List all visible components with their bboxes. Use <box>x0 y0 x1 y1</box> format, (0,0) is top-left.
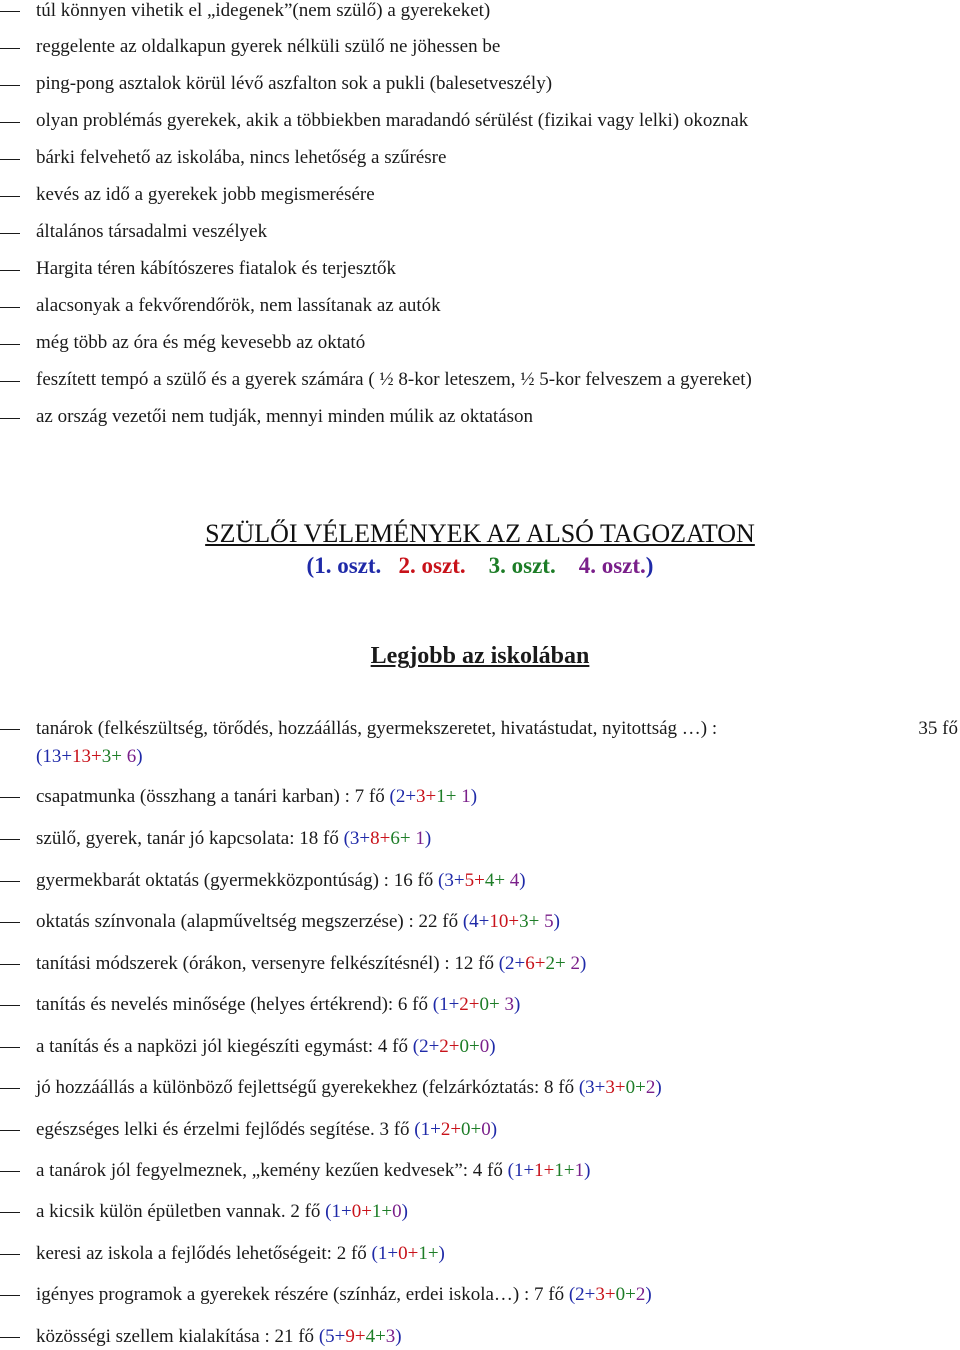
dash-bullet <box>0 964 20 965</box>
count-paren-open: ( <box>578 1077 586 1098</box>
dash-bullet <box>0 797 20 798</box>
count-paren-close: ) <box>584 1160 591 1181</box>
item-label: oktatás színvonala (alapműveltség megszerzése) : 22 fő <box>36 911 463 932</box>
count-class-1: 3 <box>444 870 454 891</box>
list-item-text <box>36 1243 445 1265</box>
legend-class-1: 1. oszt. <box>314 553 382 578</box>
dash-bullet <box>0 1088 20 1089</box>
count-class-4: 1 <box>461 786 471 807</box>
count-class-1: 1 <box>331 1201 341 1222</box>
dash-bullet <box>0 85 20 86</box>
count-plus: + <box>334 1326 346 1347</box>
count-class-1: 1 <box>439 994 449 1015</box>
count-class-2: 2 <box>459 994 469 1015</box>
count-class-1: 3 <box>349 828 360 849</box>
dash-bullet <box>0 122 20 123</box>
dash-bullet <box>0 196 20 197</box>
list-item-text <box>36 1284 652 1306</box>
count-plus: + <box>387 1243 399 1264</box>
list-item-text <box>36 911 560 933</box>
list-item-text: olyan problémás gyerekek, akik a többiekben maradandó sérülést (fizikai vagy lelki) okoznak <box>36 110 749 131</box>
count-paren-open: ( <box>414 1119 421 1140</box>
legend-class-4: 4. oszt. <box>578 553 646 578</box>
item-label: a tanárok jól fegyelmeznek, „kemény kezűen kedvesek”: 4 fő <box>36 1160 508 1181</box>
list-item-text: még több az óra és még kevesebb az oktató <box>36 332 366 353</box>
count-plus: + <box>468 994 480 1015</box>
list-item-text <box>36 1036 496 1058</box>
list-item-text <box>36 1201 408 1223</box>
dash-bullet <box>0 1171 20 1172</box>
list-item-text <box>36 786 477 808</box>
list-item-text: ping-pong asztalok körül lévő aszfalton sok a pukli (balesetveszély) <box>36 73 553 94</box>
list-item-text: túl könnyen vihetik el „idegenek”(nem szülő) a gyerekeket) <box>36 0 491 21</box>
count-class-1: 2 <box>575 1284 585 1305</box>
count-class-2: 13 <box>72 746 92 767</box>
list-item-text <box>36 870 526 892</box>
item-label: a tanítás és a napközi jól kiegészíti egymást: 4 fő <box>36 1036 413 1057</box>
count-class-1: 4 <box>469 911 479 932</box>
count-class-2: 6 <box>525 953 535 974</box>
count-class-2: 8 <box>370 828 380 849</box>
count-class-2: 2 <box>440 1119 451 1140</box>
list-item-text: alacsonyak a fekvőrendőrök, nem lassítanak az autók <box>36 295 441 316</box>
list-item-text: bárki felvehető az iskolába, nincs lehetőség a szűrésre <box>36 147 447 168</box>
count-class-3: 1 <box>554 1160 564 1181</box>
list-item-text: általános társadalmi veszélyek <box>36 221 268 242</box>
count-plus: + <box>448 1036 460 1057</box>
dash-bullet <box>0 11 20 12</box>
item-label: csapatmunka (összhang a tanári karban) : 7 fő <box>36 786 390 807</box>
count-plus: + <box>428 1036 440 1057</box>
list-item-text: az ország vezetői nem tudják, mennyi minden múlik az oktatáson <box>36 406 534 427</box>
dash-bullet <box>0 1337 20 1338</box>
count-plus: + <box>508 911 520 932</box>
count-class-1: 5 <box>325 1326 335 1347</box>
list-item-text <box>36 1326 402 1348</box>
count-class-4: 6 <box>126 746 137 767</box>
count-plus: + <box>494 870 510 891</box>
dash-bullet <box>0 1254 20 1255</box>
count-plus: + <box>450 1119 462 1140</box>
dash-bullet <box>0 307 20 308</box>
list-item-text <box>36 994 520 1016</box>
count-plus: + <box>340 1201 352 1222</box>
count-plus: + <box>528 911 545 932</box>
count-plus: + <box>584 1284 596 1305</box>
count-class-4: 3 <box>504 994 514 1015</box>
count-plus: + <box>514 953 526 974</box>
count-class-3: 3 <box>519 911 529 932</box>
count-class-4: 0 <box>481 1119 491 1140</box>
list-item-text-continued <box>36 746 143 768</box>
count-plus: + <box>354 1326 366 1347</box>
count-class-3: 0 <box>479 994 490 1015</box>
dash-bullet <box>0 729 20 730</box>
count-paren-close: ) <box>489 1036 496 1057</box>
count-plus: + <box>469 1036 480 1057</box>
legend-class-3: 3. oszt. <box>488 553 556 578</box>
subsection-title: Legjobb az iskolában <box>370 643 590 669</box>
count-class-3: 0 <box>461 1119 471 1140</box>
count-class-2: 9 <box>345 1326 355 1347</box>
count-class-1: 2 <box>419 1036 429 1057</box>
count-paren-open: ( <box>412 1036 420 1057</box>
item-label: tanárok (felkészültség, törődés, hozzáállás, gyermekszeretet, hivatástudat, nyitottság …) : <box>36 718 718 739</box>
count-class-4: 3 <box>385 1326 396 1347</box>
count-class-2: 0 <box>398 1243 408 1264</box>
count-class-2: 5 <box>464 870 475 891</box>
count-class-4: 2 <box>635 1284 646 1305</box>
count-plus: + <box>448 994 460 1015</box>
count-plus: + <box>111 746 127 767</box>
count-plus: + <box>489 994 505 1015</box>
count-class-2: 1 <box>534 1160 544 1181</box>
dash-bullet <box>0 270 20 271</box>
count-class-3: 1 <box>371 1201 382 1222</box>
count-plus: + <box>61 746 73 767</box>
count-paren-open: ( <box>389 786 396 807</box>
list-item-text: kevés az idő a gyerekek jobb megismerésére <box>36 184 375 205</box>
count-class-2: 3 <box>416 786 426 807</box>
count-plus: + <box>427 1243 439 1264</box>
count-plus: + <box>635 1077 646 1098</box>
count-plus: + <box>430 1119 441 1140</box>
legend-paren-open: ( <box>306 553 315 578</box>
count-plus: + <box>594 1077 606 1098</box>
count-class-4: 5 <box>544 911 554 932</box>
dash-bullet <box>0 159 20 160</box>
count-class-4: 4 <box>509 870 520 891</box>
count-plus: + <box>445 786 462 807</box>
count-class-1: 2 <box>395 786 406 807</box>
item-label: jó hozzáállás a különböző fejlettségű gyerekekhez (felzárkóztatás: 8 fő <box>36 1077 579 1098</box>
item-label: igényes programok a gyerekek részére (színház, erdei iskola…) : 7 fő <box>36 1284 569 1305</box>
count-paren-close: ) <box>424 828 432 849</box>
count-class-1: 1 <box>420 1119 431 1140</box>
count-class-2: 10 <box>489 911 509 932</box>
legend-paren-close: ) <box>645 553 654 578</box>
dash-bullet <box>0 418 20 419</box>
count-class-4: 2 <box>570 953 580 974</box>
count-class-1: 13 <box>42 746 62 767</box>
count-class-3: 3 <box>101 746 112 767</box>
count-class-1: 2 <box>505 953 515 974</box>
list-item-text <box>36 718 717 740</box>
count-paren-close: ) <box>519 870 526 891</box>
count-paren-open: ( <box>507 1160 514 1181</box>
count-paren-close: ) <box>395 1326 402 1347</box>
dash-bullet <box>0 1047 20 1048</box>
count-class-2: 3 <box>595 1284 605 1305</box>
count-paren-open: ( <box>371 1243 378 1264</box>
count-plus: + <box>625 1284 636 1305</box>
count-class-4: 0 <box>392 1201 402 1222</box>
count-paren-close: ) <box>553 911 560 932</box>
list-item-text <box>36 953 586 975</box>
item-label: szülő, gyerek, tanár jó kapcsolata: 18 fő <box>36 828 344 849</box>
count-paren-open: ( <box>325 1201 332 1222</box>
list-item-text <box>36 1119 497 1141</box>
count-paren-open: ( <box>462 911 470 932</box>
count-class-2: 3 <box>605 1077 615 1098</box>
item-total: 35 fő <box>918 718 958 739</box>
dash-bullet <box>0 1005 20 1006</box>
item-label: tanítási módszerek (órákon, versenyre felkészítésnél) : 12 fő <box>36 953 499 974</box>
count-class-2: 2 <box>439 1036 449 1057</box>
count-paren-close: ) <box>470 786 478 807</box>
count-paren-close: ) <box>490 1119 498 1140</box>
count-paren-close: ) <box>438 1243 445 1264</box>
dash-bullet <box>0 1212 20 1213</box>
dash-bullet <box>0 839 20 840</box>
dash-bullet <box>0 344 20 345</box>
list-item-text: reggelente az oldalkapun gyerek nélküli szülő ne jöhessen be <box>36 36 501 57</box>
section-title: SZÜLŐI VÉLEMÉNYEK AZ ALSÓ TAGOZATON <box>205 519 755 548</box>
count-plus: + <box>381 1201 393 1222</box>
list-item-text <box>36 828 431 850</box>
dash-bullet <box>0 1295 20 1296</box>
list-item-text <box>36 1077 662 1099</box>
count-paren-close: ) <box>655 1077 662 1098</box>
count-class-3: 1 <box>418 1243 428 1264</box>
count-plus: + <box>361 1201 372 1222</box>
list-item-text: feszített tempó a szülő és a gyerek számára ( ½ 8-kor leteszem, ½ 5-kor felveszem a gyereket) <box>36 369 752 390</box>
count-plus: + <box>534 953 546 974</box>
count-plus: + <box>407 1243 419 1264</box>
dash-bullet <box>0 381 20 382</box>
count-paren-open: ( <box>438 870 445 891</box>
count-class-3: 0 <box>625 1077 636 1098</box>
list-item-text: Hargita téren kábítószeres fiatalok és terjesztők <box>36 258 396 279</box>
item-label: tanítás és nevelés minősége (helyes értékrend): 6 fő <box>36 994 433 1015</box>
count-plus: + <box>405 786 417 807</box>
count-class-3: 1 <box>436 786 446 807</box>
count-class-3: 0 <box>615 1284 626 1305</box>
item-label: keresi az iskola a fejlődés lehetőségeit: 2 fő <box>36 1243 372 1264</box>
count-plus: + <box>604 1284 616 1305</box>
count-paren-open: ( <box>343 828 350 849</box>
dash-bullet <box>0 881 20 882</box>
count-paren-open: ( <box>318 1326 326 1347</box>
count-plus: + <box>399 828 416 849</box>
count-plus: + <box>453 870 465 891</box>
item-label: a kicsik külön épületben vannak. 2 fő <box>36 1201 326 1222</box>
count-class-2: 0 <box>351 1201 362 1222</box>
count-plus: + <box>379 828 391 849</box>
count-plus: + <box>614 1077 626 1098</box>
count-class-1: 3 <box>585 1077 595 1098</box>
count-plus: + <box>474 870 485 891</box>
count-paren-open: ( <box>498 953 506 974</box>
count-paren-close: ) <box>579 953 587 974</box>
count-paren-close: ) <box>136 746 143 767</box>
count-plus: + <box>91 746 102 767</box>
item-label: közösségi szellem kialakítása : 21 fő <box>36 1326 319 1347</box>
count-paren-open: ( <box>36 746 43 767</box>
count-plus: + <box>523 1160 535 1181</box>
count-class-1: 1 <box>377 1243 388 1264</box>
count-plus: + <box>563 1160 575 1181</box>
list-item-text <box>36 1160 590 1182</box>
count-plus: + <box>425 786 437 807</box>
count-plus: + <box>375 1326 386 1347</box>
dash-bullet <box>0 233 20 234</box>
dash-bullet <box>0 1130 20 1131</box>
count-class-3: 0 <box>459 1036 469 1057</box>
count-paren-open: ( <box>568 1284 576 1305</box>
count-class-3: 2 <box>545 953 555 974</box>
count-plus: + <box>543 1160 555 1181</box>
count-paren-close: ) <box>513 994 521 1015</box>
count-class-4: 1 <box>574 1160 585 1181</box>
dash-bullet <box>0 48 20 49</box>
count-plus: + <box>554 953 571 974</box>
count-class-3: 4 <box>365 1326 376 1347</box>
count-paren-close: ) <box>401 1201 408 1222</box>
count-class-1: 1 <box>513 1160 524 1181</box>
dash-bullet <box>0 922 20 923</box>
count-class-4: 0 <box>479 1036 490 1057</box>
count-plus: + <box>359 828 371 849</box>
count-class-4: 2 <box>645 1077 656 1098</box>
item-label: gyermekbarát oktatás (gyermekközpontúság) : 16 fő <box>36 870 439 891</box>
count-plus: + <box>470 1119 482 1140</box>
class-legend <box>0 550 960 582</box>
count-plus: + <box>478 911 490 932</box>
count-class-3: 6 <box>390 828 400 849</box>
item-label: egészséges lelki és érzelmi fejlődés segítése. 3 fő <box>36 1119 415 1140</box>
count-class-3: 4 <box>484 870 495 891</box>
count-class-4: 1 <box>415 828 425 849</box>
legend-class-2: 2. oszt. <box>398 553 466 578</box>
count-paren-open: ( <box>432 994 440 1015</box>
count-paren-close: ) <box>645 1284 652 1305</box>
